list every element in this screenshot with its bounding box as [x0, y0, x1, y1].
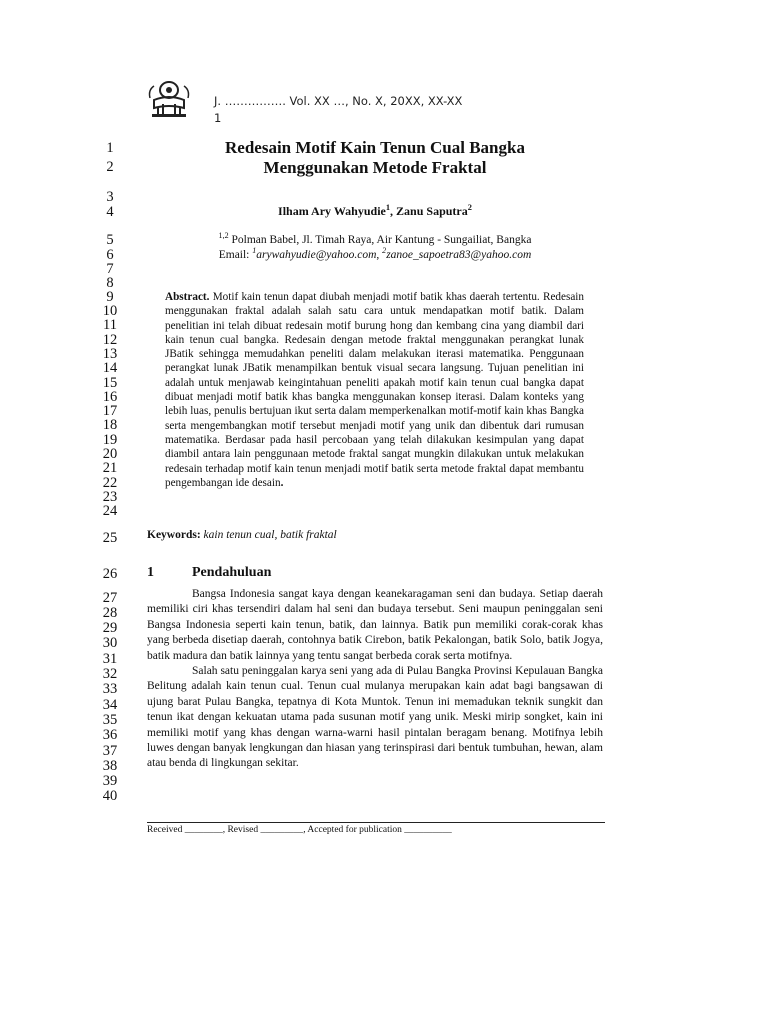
author-1-sup: 1: [385, 203, 391, 212]
line-number: 3: [106, 189, 114, 205]
line-number: 23: [102, 489, 118, 505]
journal-logo: [146, 78, 192, 118]
line-number: 14: [102, 360, 118, 376]
email-2: zanoe_sapoetra83@yahoo.com: [386, 249, 532, 261]
abstract: [165, 290, 584, 490]
affiliation-email-line: [150, 248, 600, 263]
line-number: 18: [102, 417, 118, 433]
line-number: 31: [102, 651, 118, 667]
email-1-sup: 1: [252, 246, 257, 256]
affiliation-address: Polman Babel, Jl. Timah Raya, Air Kantung - Sungailiat, Bangka: [228, 234, 532, 246]
section-number: 1: [147, 565, 154, 580]
line-number: 4: [106, 204, 114, 220]
line-number: 29: [102, 620, 118, 636]
email-2-sup: 2: [382, 246, 387, 256]
abstract-label: Abstract.: [165, 291, 210, 303]
footer-rule: [147, 822, 605, 823]
line-number: 9: [106, 289, 114, 305]
title-line-1: Redesain Motif Kain Tenun Cual Bangka: [225, 138, 525, 157]
line-number: 22: [102, 475, 118, 491]
affiliation-address-line: [150, 233, 600, 248]
line-number: 15: [102, 375, 118, 391]
line-number: 34: [102, 697, 118, 713]
keywords: [147, 529, 587, 541]
line-number: 5: [106, 232, 114, 248]
email-1: arywahyudie@yahoo.com: [256, 249, 377, 261]
keywords-label: Keywords:: [147, 529, 201, 541]
journal-page-number: 1: [214, 111, 222, 125]
line-number: 1: [106, 140, 114, 156]
line-number: 30: [102, 635, 118, 651]
line-number: 17: [102, 403, 118, 419]
journal-citation: J. ……………. Vol. XX …, No. X, 20XX, XX-XX: [214, 94, 463, 108]
line-number: 6: [106, 247, 114, 263]
line-number: 25: [102, 530, 118, 546]
section-body: [147, 587, 603, 772]
abstract-text: Motif kain tenun dapat diubah menjadi motif batik khas daerah tertentu. Redesain menggunakan fraktal adalah salah satu cara untuk mendapatkan motif batik. Dalam penelitian ini telah dibuat redesain motif burung hong dan kembang cina yang diambil dari kain tenun cual bangka. Redesain dengan metode fraktal menggunakan perangkat lunak JBatik sehingga memudahkan peneliti dalam melakukan iterasi matematika. Penggunaan perangkat lunak JBatik menampilkan bentuk visual secara langsung. Tujuan penelitian ini adalah untuk menjawab keingintahuan peneliti apakah motif kain tenun cual bangka dapat dibuat menjadi motif batik khas bangka menggunakan konsep iterasi. Dalam konteks yang lebih luas, penulis bertujuan ikut serta dalam memperkenalkan motif-motif kain khas Bangka serta mengembangkan motif tersebut menjadi motif yang unik dan dibentuk dari rumusan matematika. Berdasar pada hasil percobaan yang telah dilakukan kesimpulan yang dapat diambil antara lain penggunaan metode fraktal sangat mungkin dilakukan untuk melakukan redesain terhadap motif kain tenun menjadi motif batik serta metode fraktal dapat membantu pengembangan ide desain: [165, 291, 584, 489]
line-number: 24: [102, 503, 118, 519]
section-title: Pendahuluan: [192, 565, 272, 580]
author-2-sup: 2: [467, 203, 472, 212]
line-number: 8: [106, 275, 114, 291]
keywords-text: kain tenun cual, batik fraktal: [200, 529, 337, 541]
email-label: Email:: [218, 249, 253, 261]
line-number: 13: [102, 346, 118, 362]
line-number: 36: [102, 727, 118, 743]
paper-title: [150, 138, 600, 178]
line-number: 28: [102, 605, 118, 621]
line-number: 27: [102, 590, 118, 606]
affiliation: [150, 233, 600, 263]
title-line-2: Menggunakan Metode Fraktal: [263, 158, 487, 177]
line-number: 20: [102, 446, 118, 462]
author-separator: ,: [390, 204, 397, 218]
line-number: 32: [102, 666, 118, 682]
line-number: 21: [102, 460, 118, 476]
affiliation-sup: 1,2: [218, 231, 229, 241]
line-number: 10: [102, 303, 118, 319]
line-number: 16: [102, 389, 118, 405]
paragraph-2: Salah satu peninggalan karya seni yang ada di Pulau Bangka Provinsi Kepulauan Bangka Belitung adalah kain tenun cual. Tenun cual mulanya merupakan kain adat bagi bangsawan di ujung barat Pulau Bangka, tepatnya di Kota Muntok. Tenun ini memadukan teknik sungkit dan tenun ikat dengan kekuatan utama pada susunan motif yang unik. Meski mirip songket, kain ini memiliki motif yang khas dengan warna-warni hasil pintalan beragam benang. Motifnya lebih luwes dengan banyak lengkungan dan hiasan yang terinspirasi dari bentuk tumbuhan, hewan, alam atau benda di lingkungan sekitar.: [147, 665, 603, 770]
author-2: Zanu Saputra: [396, 204, 468, 218]
line-number: 38: [102, 758, 118, 774]
line-number: 11: [103, 317, 117, 333]
paragraph-1: Bangsa Indonesia sangat kaya dengan keanekaragaman seni dan budaya. Setiap daerah memiliki ciri khas tersendiri dalam hal seni dan budaya tersebut. Seni maupun peninggalan seni Bangsa Indonesia seperti kain tenun, batik, dan lainnya. Batik pun memiliki corak-corak khas yang berbeda disetiap daerah, contohnya batik Cirebon, batik Pekalongan, batik Solo, batik Jogya, batik madura dan batik lainnya yang tentu sangat berbeda corak serta motifnya.: [147, 588, 603, 662]
footer-received: Received ________, Revised _________, Accepted for publication __________: [147, 825, 452, 835]
line-number: 37: [102, 743, 118, 759]
author-1: Ilham Ary Wahyudie: [278, 204, 386, 218]
line-number: 33: [102, 681, 118, 697]
line-number: 2: [106, 159, 114, 175]
line-number: 19: [102, 432, 118, 448]
abstract-end: .: [280, 476, 284, 489]
line-number: 12: [102, 332, 118, 348]
line-number: 39: [102, 773, 118, 789]
journal-header: [214, 93, 514, 127]
line-number: 40: [102, 788, 118, 804]
line-number: 7: [106, 261, 114, 277]
line-number: 35: [102, 712, 118, 728]
author-list: [150, 204, 600, 219]
email-separator: ,: [376, 249, 383, 261]
line-number: 26: [102, 566, 118, 582]
